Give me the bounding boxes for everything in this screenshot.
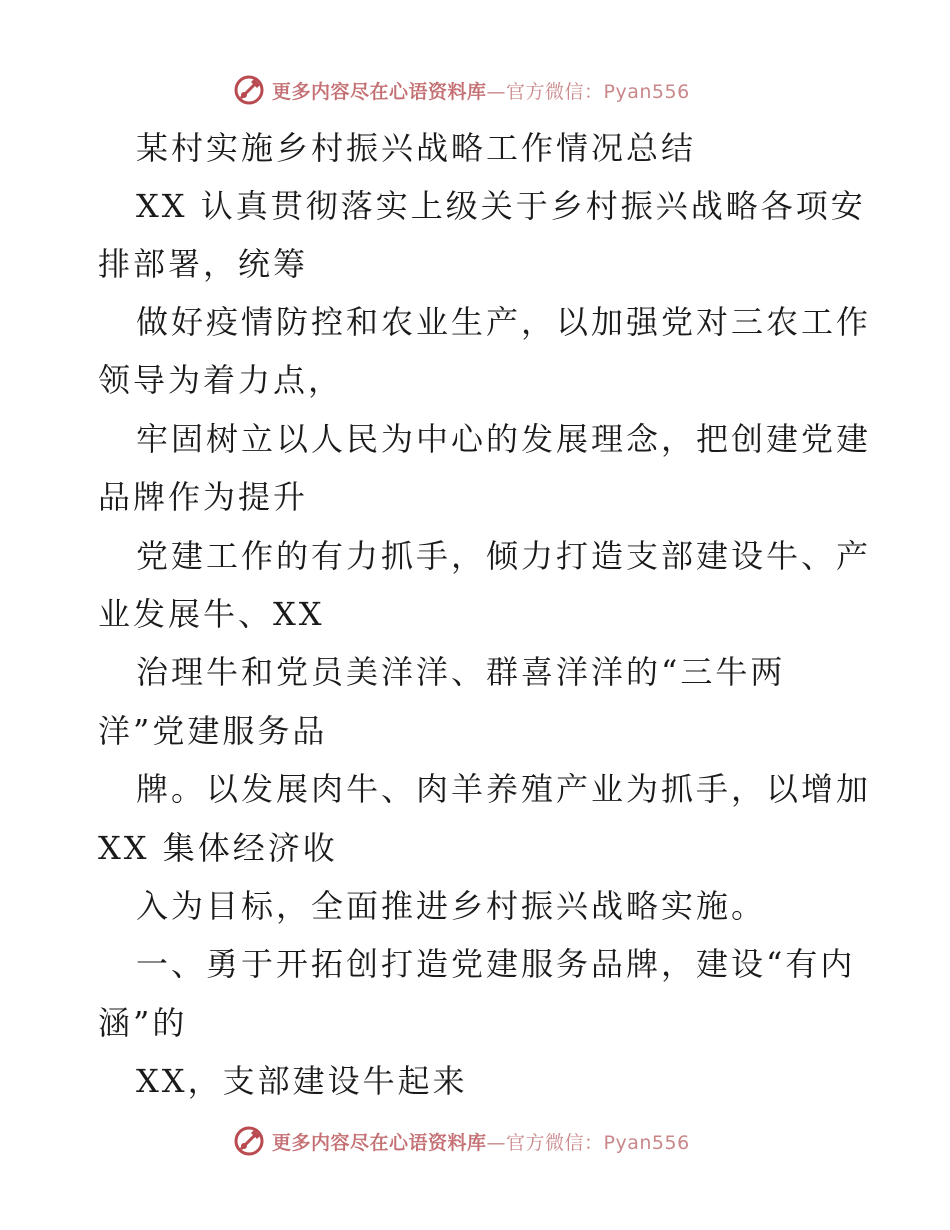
section-heading-line: 涵”的 bbox=[98, 1004, 188, 1042]
paragraph-line: 牌。以发展肉牛、肉羊养殖产业为抓手，以增加 bbox=[136, 770, 872, 808]
paragraph-line: 业发展牛、XX bbox=[98, 595, 325, 633]
paragraph-line: 品牌作为提升 bbox=[98, 478, 309, 516]
paragraph-line: 治理牛和党员美洋洋、群喜洋洋的“三牛两 bbox=[136, 653, 786, 691]
paragraph-line: XX 集体经济收 bbox=[98, 829, 338, 867]
paragraph-line: XX 认真贯彻落实上级关于乡村振兴战略各项安 bbox=[136, 187, 866, 225]
section-heading-line: 一、勇于开拓创打造党建服务品牌，建设“有内 bbox=[136, 945, 856, 983]
section-heading-line: XX，支部建设牛起来 bbox=[136, 1062, 468, 1100]
paragraph-line: 洋”党建服务品 bbox=[98, 712, 328, 750]
header-watermark bbox=[232, 73, 712, 107]
document-title: 某村实施乡村振兴战略工作情况总结 bbox=[136, 129, 697, 167]
paragraph-line: 牢固树立以人民为中心的发展理念，把创建党建 bbox=[136, 420, 872, 458]
paragraph-line: 党建工作的有力抓手，倾力打造支部建设牛、产 bbox=[136, 537, 872, 575]
paragraph-line: 入为目标，全面推进乡村振兴战略实施。 bbox=[136, 887, 767, 925]
paragraph-line: 做好疫情防控和农业生产，以加强党对三农工作 bbox=[136, 303, 872, 341]
paragraph-line: 领导为着力点， bbox=[98, 361, 344, 399]
watermark-logo-icon bbox=[232, 73, 266, 107]
watermark-text: 更多内容尽在心语资料库—官方微信：Pyan556 bbox=[272, 80, 690, 103]
footer-watermark bbox=[232, 1124, 712, 1158]
watermark-text: 更多内容尽在心语资料库—官方微信：Pyan556 bbox=[272, 1131, 690, 1154]
paragraph-line: 排部署，统筹 bbox=[98, 245, 309, 283]
watermark-logo-icon bbox=[232, 1124, 266, 1158]
